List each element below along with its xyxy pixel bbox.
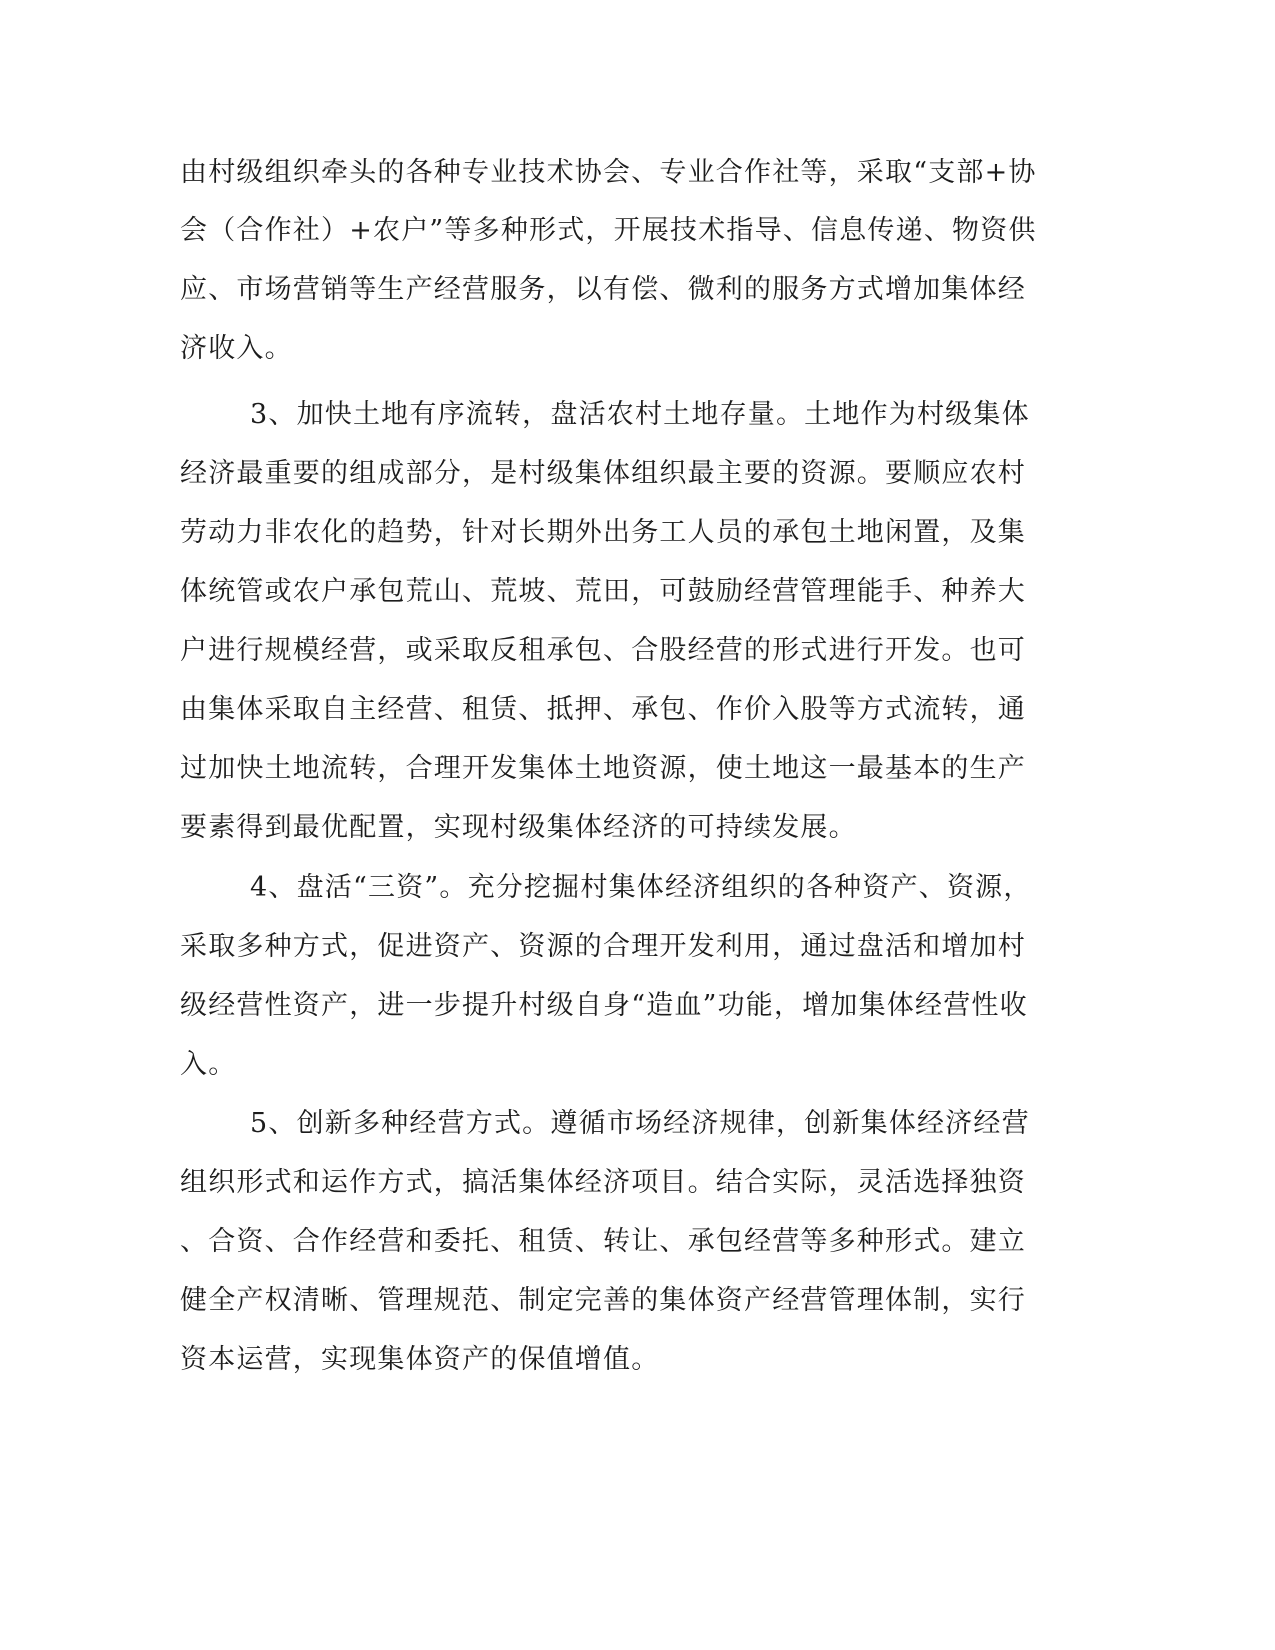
text-line: 要素得到最优配置，实现村级集体经济的可持续发展。 bbox=[180, 812, 857, 843]
text-line: 健全产权清晰、管理规范、制定完善的集体资产经营管理体制，实行 bbox=[180, 1285, 1026, 1316]
text-line: 劳动力非农化的趋势，针对长期外出务工人员的承包土地闲置，及集 bbox=[180, 517, 1026, 548]
text-line: 户进行规模经营，或采取反租承包、合股经营的形式进行开发。也可 bbox=[180, 635, 1026, 666]
text-line: 资本运营，实现集体资产的保值增值。 bbox=[180, 1344, 660, 1375]
text-line: 应、市场营销等生产经营服务，以有偿、微利的服务方式增加集体经 bbox=[180, 274, 1026, 305]
text-line: 经济最重要的组成部分，是村级集体组织最主要的资源。要顺应农村 bbox=[180, 458, 1026, 489]
text-line: 级经营性资产，进一步提升村级自身“造血”功能，增加集体经营性收 bbox=[180, 990, 1028, 1021]
text-line: 、合资、合作经营和委托、租赁、转让、承包经营等多种形式。建立 bbox=[180, 1226, 1026, 1257]
text-line: 5、创新多种经营方式。遵循市场经济规律，创新集体经济经营 bbox=[250, 1108, 1030, 1139]
document-page bbox=[180, 153, 1037, 1413]
text-line: 由集体采取自主经营、租赁、抵押、承包、作价入股等方式流转，通 bbox=[180, 694, 1026, 725]
text-line: 入。 bbox=[180, 1049, 237, 1080]
text-line: 体统管或农户承包荒山、荒坡、荒田，可鼓励经营管理能手、种养大 bbox=[180, 576, 1026, 607]
text-line: 会（合作社）+农户”等多种形式，开展技术指导、信息传递、物资供 bbox=[180, 215, 1037, 246]
text-line: 组织形式和运作方式，搞活集体经济项目。结合实际，灵活选择独资 bbox=[180, 1167, 1026, 1198]
text-line: 过加快土地流转，合理开发集体土地资源，使土地这一最基本的生产 bbox=[180, 753, 1026, 784]
text-line: 济收入。 bbox=[180, 333, 293, 364]
text-line: 3、加快土地有序流转，盘活农村土地存量。土地作为村级集体 bbox=[250, 399, 1030, 430]
text-line: 4、盘活“三资”。充分挖掘村集体经济组织的各种资产、资源， bbox=[250, 872, 1032, 903]
text-line: 采取多种方式，促进资产、资源的合理开发利用，通过盘活和增加村 bbox=[180, 931, 1026, 962]
text-line: 由村级组织牵头的各种专业技术协会、专业合作社等，采取“支部+协 bbox=[180, 157, 1037, 188]
